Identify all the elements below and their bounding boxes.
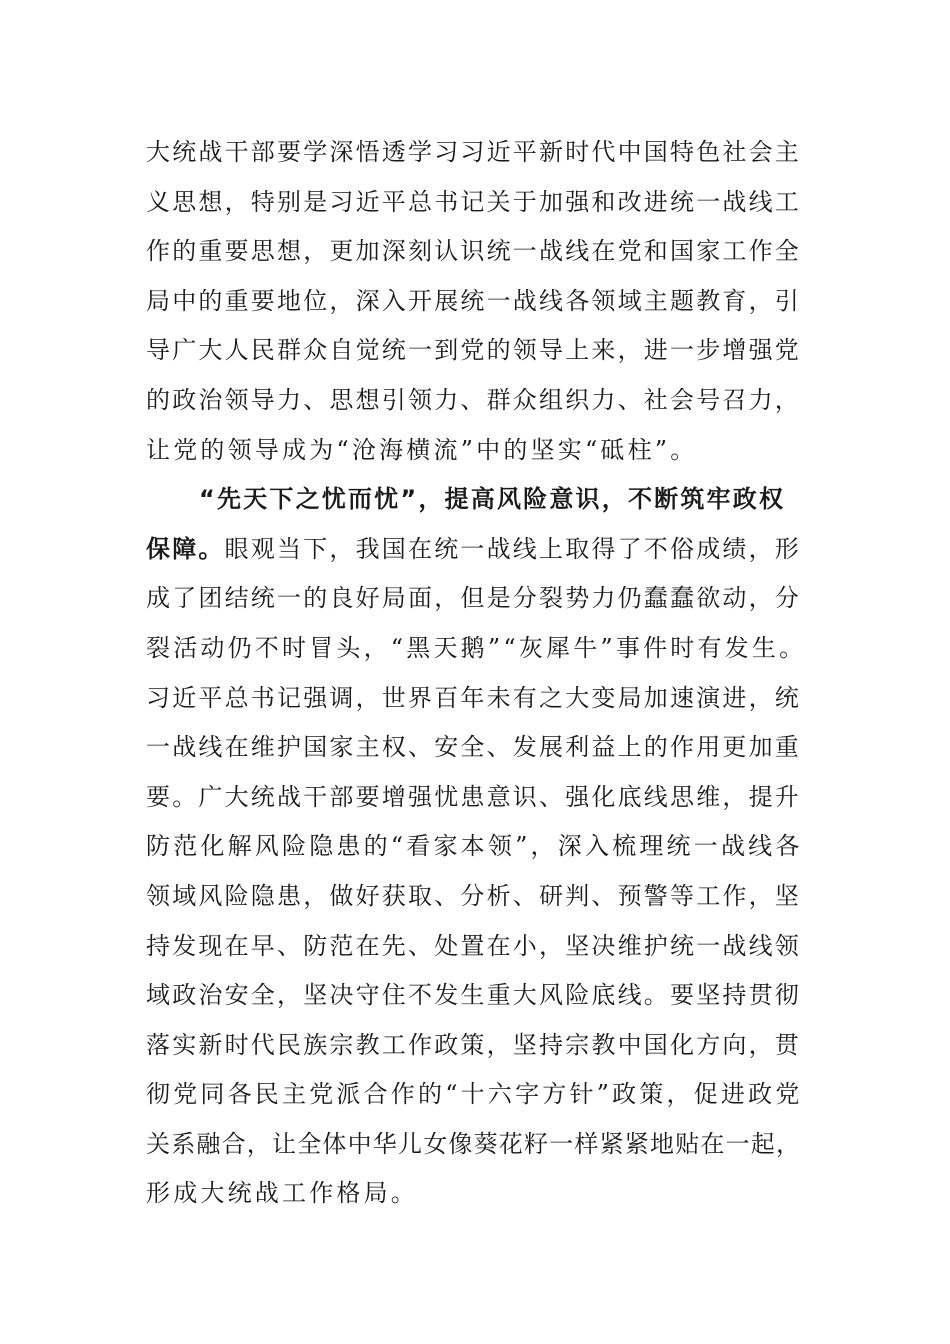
paragraph-1-line: 作的重要思想，更加深刻认识统一战线在党和国家工作全 bbox=[146, 237, 801, 266]
paragraph-2-line: 形成大统战工作格局。 bbox=[146, 1179, 418, 1208]
paragraph-1 bbox=[146, 128, 806, 475]
paragraph-2-line: 关系融合，让全体中华儿女像葵花籽一样紧紧地贴在一起， bbox=[146, 1129, 802, 1158]
paragraph-2-line: 彻党同各民主党派合作的“十六字方针”政策，促进政党 bbox=[146, 1080, 803, 1109]
paragraph-2-line: 要。广大统战干部要增强忧患意识、强化底线思维，提升 bbox=[146, 782, 801, 811]
paragraph-1-line: 让党的领导成为“沧海横流”中的坚实“砥柱”。 bbox=[146, 435, 698, 464]
paragraph-2-line: 成了团结统一的良好局面，但是分裂势力仍蠢蠢欲动，分 bbox=[146, 584, 801, 613]
paragraph-1-line: 的政治领导力、思想引领力、群众组织力、社会号召力， bbox=[146, 385, 801, 414]
paragraph-2-line: 落实新时代民族宗教工作政策，坚持宗教中国化方向，贯 bbox=[146, 1030, 801, 1059]
paragraph-2-line: 防范化解风险隐患的“看家本领”，深入梳理统一战线各 bbox=[146, 832, 803, 861]
paragraph-2-line: 领域风险隐患，做好获取、分析、研判、预警等工作，坚 bbox=[146, 881, 801, 910]
paragraph-2-heading: “先天下之忧而忧”，提高风险意识，不断筑牢政权 bbox=[199, 485, 786, 514]
paragraph-2-line: 习近平总书记强调，世界百年未有之大变局加速演进，统 bbox=[146, 683, 801, 712]
paragraph-2 bbox=[146, 475, 806, 1219]
paragraph-2-line: 裂活动仍不时冒头，“黑天鹅”“灰犀牛”事件时有发生。 bbox=[146, 633, 807, 662]
paragraph-2-line bbox=[146, 525, 806, 575]
paragraph-1-line: 导广大人民群众自觉统一到党的领导上来，进一步增强党 bbox=[146, 336, 801, 365]
paragraph-2-line-text: 眼观当下，我国在统一战线上取得了不俗成绩，形 bbox=[224, 534, 802, 563]
paragraph-2-heading-end: 保障。 bbox=[146, 534, 225, 563]
paragraph-2-line: 持发现在早、防范在先、处置在小，坚决维护统一战线领 bbox=[146, 931, 801, 960]
paragraph-2-line: 一战线在维护国家主权、安全、发展利益上的作用更加重 bbox=[146, 733, 801, 762]
document-body bbox=[146, 128, 806, 1219]
paragraph-2-line: 域政治安全，坚决守住不发生重大风险底线。要坚持贯彻 bbox=[146, 981, 801, 1010]
paragraph-1-line: 局中的重要地位，深入开展统一战线各领域主题教育，引 bbox=[146, 286, 801, 315]
paragraph-1-line: 大统战干部要学深悟透学习习近平新时代中国特色社会主 bbox=[146, 138, 801, 166]
paragraph-1-line: 义思想，特别是习近平总书记关于加强和改进统一战线工 bbox=[146, 187, 801, 216]
